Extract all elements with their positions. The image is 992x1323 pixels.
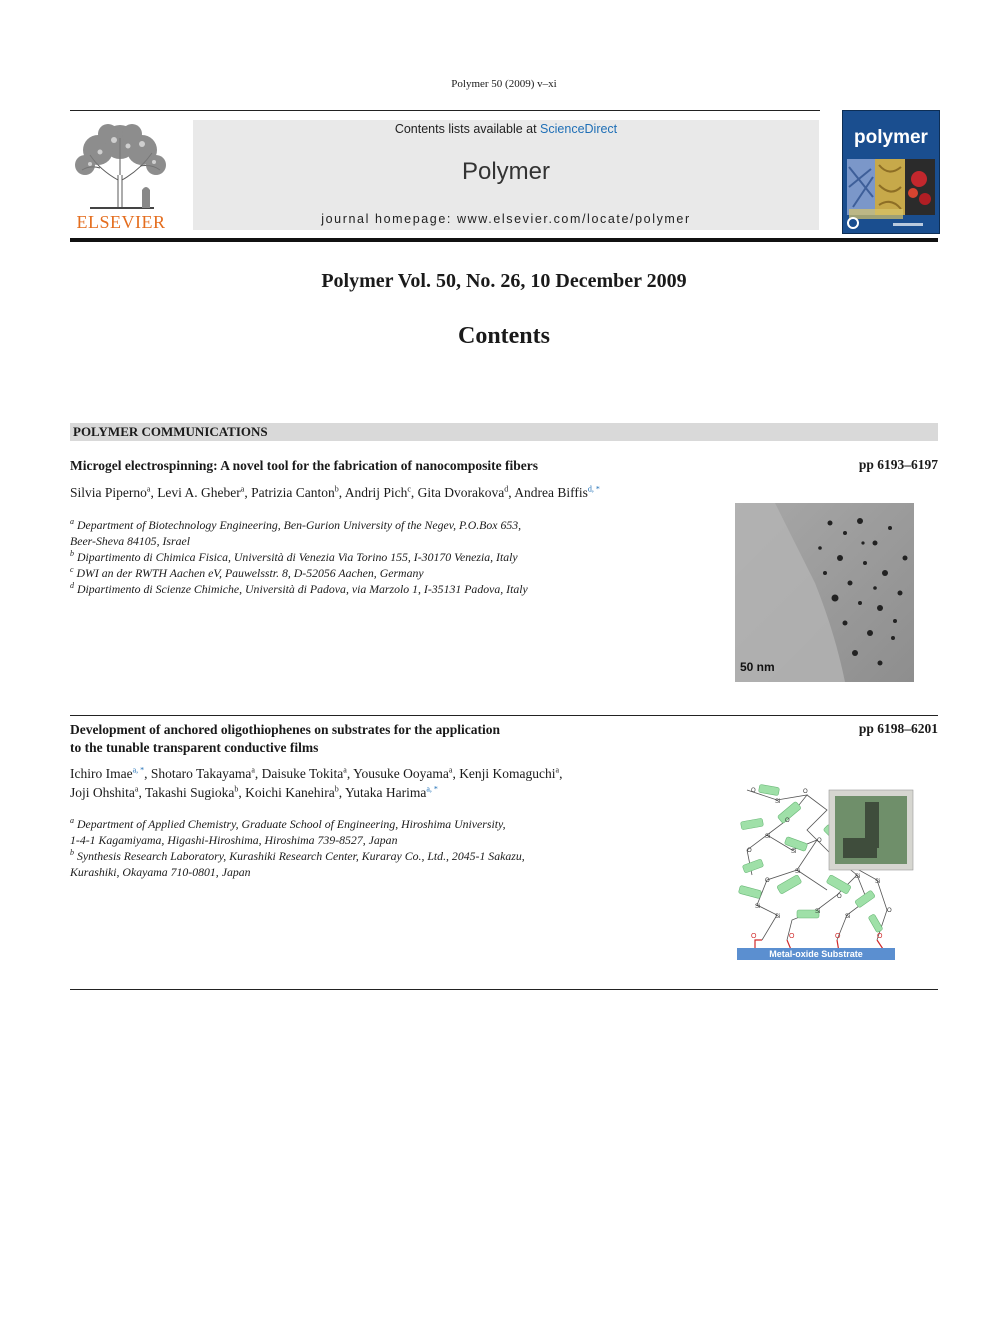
substrate-label: Metal-oxide Substrate [769,949,863,959]
running-head: Polymer 50 (2009) v–xi [451,78,557,90]
svg-text:Si: Si [875,879,881,885]
article-pages: pp 6198–6201 [858,721,938,736]
author-name: Joji Ohshita [70,785,135,800]
article-pages: pp 6193–6197 [858,457,938,472]
author [70,785,138,800]
cover-title: polymer [854,127,928,148]
author-name: Gita Dvorakova [417,485,505,500]
contents-available-text: Contents lists available at [394,122,541,136]
svg-text:O: O [837,894,842,900]
author-name: Yutaka Harima [344,785,427,800]
author-name: Koichi Kanehira [245,785,335,800]
author-name: Takashi Sugioka [144,785,235,800]
author-name: Daisuke Tokita [261,766,344,781]
author [251,485,339,500]
affiliation-sup: a [70,517,74,527]
svg-text:O: O [789,933,795,940]
author [345,485,411,500]
affiliation-sup: c [70,565,74,575]
section-title: POLYMER COMMUNICATIONS [73,424,268,439]
svg-text:O: O [747,848,752,854]
svg-text:Si: Si [815,909,821,915]
affiliation [70,565,710,581]
author-name: Silvia Piperno [70,485,147,500]
sciencedirect-link[interactable]: ScienceDirect [540,122,618,136]
svg-text:O: O [803,789,808,795]
article-title-link[interactable] [70,457,770,475]
affiliation-line: Dipartimento di Scienze Chimiche, Università di Padova, via Marzolo 1, I-35131 Padova, Italy [76,582,528,596]
author-name: Patrizia Canton [251,485,335,500]
graphical-abstract-tem-image [735,503,914,682]
article-title-line: to the tunable transparent conductive films [70,740,319,755]
svg-text:Si: Si [855,874,861,880]
contents-heading: Contents [457,323,550,349]
affiliation-line: 1-4-1 Kagamiyama, Higashi-Hiroshima, Hiroshima 739-8527, Japan [70,833,398,847]
article-divider [70,715,938,716]
affiliation [70,581,710,597]
affiliation-line: Kurashiki, Okayama 710-0801, Japan [70,865,251,879]
author-sup: a [555,765,560,775]
author-sup: a [448,765,453,775]
tem-micrograph-icon [735,503,914,682]
svg-text:Si: Si [765,834,771,840]
svg-text:O: O [751,788,756,794]
article-divider [70,989,938,990]
author [418,485,509,500]
section-header [70,423,938,441]
author-name: Kenji Komaguchi [459,766,556,781]
affiliation [70,848,710,880]
svg-text:Si: Si [755,904,761,910]
author-sup-corresponding-link[interactable]: d, * [587,484,600,494]
author [514,485,600,500]
author [70,485,150,500]
elsevier-logo[interactable] [70,120,172,232]
author-sup: b [234,784,239,794]
svg-text:Si: Si [845,914,851,920]
author [70,766,144,781]
author-line: Ichiro Imae$^{a, *}$, Shotaro Takayama$^a$, Daisuke Tokita$^a$, Yousuke Ooyama$^a$, Kenji Komaguchi$^a$, [70,765,563,781]
scale-bar-label: 50 nm [740,660,775,674]
affiliation-line: Beer-Sheva 84105, Israel [70,534,190,548]
svg-text:O: O [877,933,883,940]
svg-text:Si: Si [775,914,781,920]
contents-available-line [193,122,819,136]
svg-text:O: O [817,838,822,844]
author-name: Andrij Pich [344,485,408,500]
journal-homepage-link[interactable]: journal homepage: www.elsevier.com/locate/polymer [321,212,691,226]
journal-cover[interactable] [842,110,940,234]
issue-title: Polymer Vol. 50, No. 26, 10 December 2009 [321,270,687,292]
affiliation-sup: b [70,549,74,559]
elsevier-wordmark: ELSEVIER [76,212,166,232]
article-title-line: Microgel electrospinning: A novel tool for the fabrication of nanocomposite fibers [70,458,538,473]
svg-text:Si: Si [775,799,781,805]
author-line: Joji Ohshita$^a$, Takashi Sugioka$^b$, Koichi Kanehira$^b$, Yutaka Harima$^{a, *}$ [70,784,438,800]
svg-text:O: O [887,908,892,914]
svg-text:O: O [835,933,841,940]
author [345,785,438,800]
author [353,766,452,781]
substrate-caption [737,780,917,962]
author [151,766,255,781]
author-sup: b [334,484,339,494]
author-sup-corresponding-link[interactable]: a, * [426,784,438,794]
author [245,785,339,800]
header-rule [70,110,820,111]
author-name: Yousuke Ooyama [353,766,449,781]
cover-artwork-icon [843,157,939,233]
affiliation-line: DWI an der RWTH Aachen eV, Pauwelsstr. 8, D-52056 Aachen, Germany [76,566,424,580]
author-sup: c [407,484,411,494]
masthead-rule [70,238,938,242]
svg-text:O: O [785,818,790,824]
svg-text:O: O [765,878,770,884]
affiliation [70,549,710,565]
author [145,785,238,800]
affiliation-line: Dipartimento di Chimica Fisica, Università di Venezia Via Torino 155, I-30170 Venezia, Italy [76,550,518,564]
affiliation-sup: b [70,848,74,858]
affiliation [70,517,710,549]
author-name: Ichiro Imae [70,766,133,781]
author-list [70,764,710,802]
elsevier-tree-icon [70,120,172,212]
article-title-line: Development of anchored oligothiophenes on substrates for the application [70,722,501,737]
author-sup: b [334,784,339,794]
affiliation [70,816,710,848]
author [157,485,244,500]
author-sup: a [146,484,151,494]
affiliation-line: Department of Biotechnology Engineering, Ben-Gurion University of the Negev, P.O.Box 653, [76,518,522,532]
graphical-abstract-schematic [737,780,917,962]
author-sup: d [504,484,509,494]
author-list: Silvia Piperno$^a$, Levi A. Gheber$^a$, Patrizia Canton$^b$, Andrij Pich$^c$, Gita Dvorakova$^d$, Andrea Biffis$^{d, *}$ [70,484,600,500]
journal-masthead [193,120,819,230]
affiliation-list [70,517,710,597]
author [459,766,559,781]
affiliation-sup: a [70,816,74,826]
svg-text:O: O [751,933,757,940]
article-title-link[interactable] [70,721,770,757]
author-sup: a [251,765,255,775]
author-sup-corresponding-link[interactable]: a, * [132,765,145,775]
affiliation-list [70,816,710,880]
author-sup: a [343,765,347,775]
author-sup: a [134,784,139,794]
svg-text:Si: Si [791,849,797,855]
author-name: Shotaro Takayama [150,766,252,781]
svg-text:Si: Si [795,869,801,875]
affiliation-sup: d [70,581,74,591]
affiliation-line: Synthesis Research Laboratory, Kurashiki Research Center, Kuraray Co., Ltd., 2045-1 Sakazu, [76,849,525,863]
author-name: Levi A. Gheber [157,485,241,500]
author-name: Andrea Biffis [514,485,588,500]
author [262,766,347,781]
affiliation-line: Department of Applied Chemistry, Graduate School of Engineering, Hiroshima University, [76,817,506,831]
author-sup: a [240,484,245,494]
journal-title: Polymer [461,158,551,185]
